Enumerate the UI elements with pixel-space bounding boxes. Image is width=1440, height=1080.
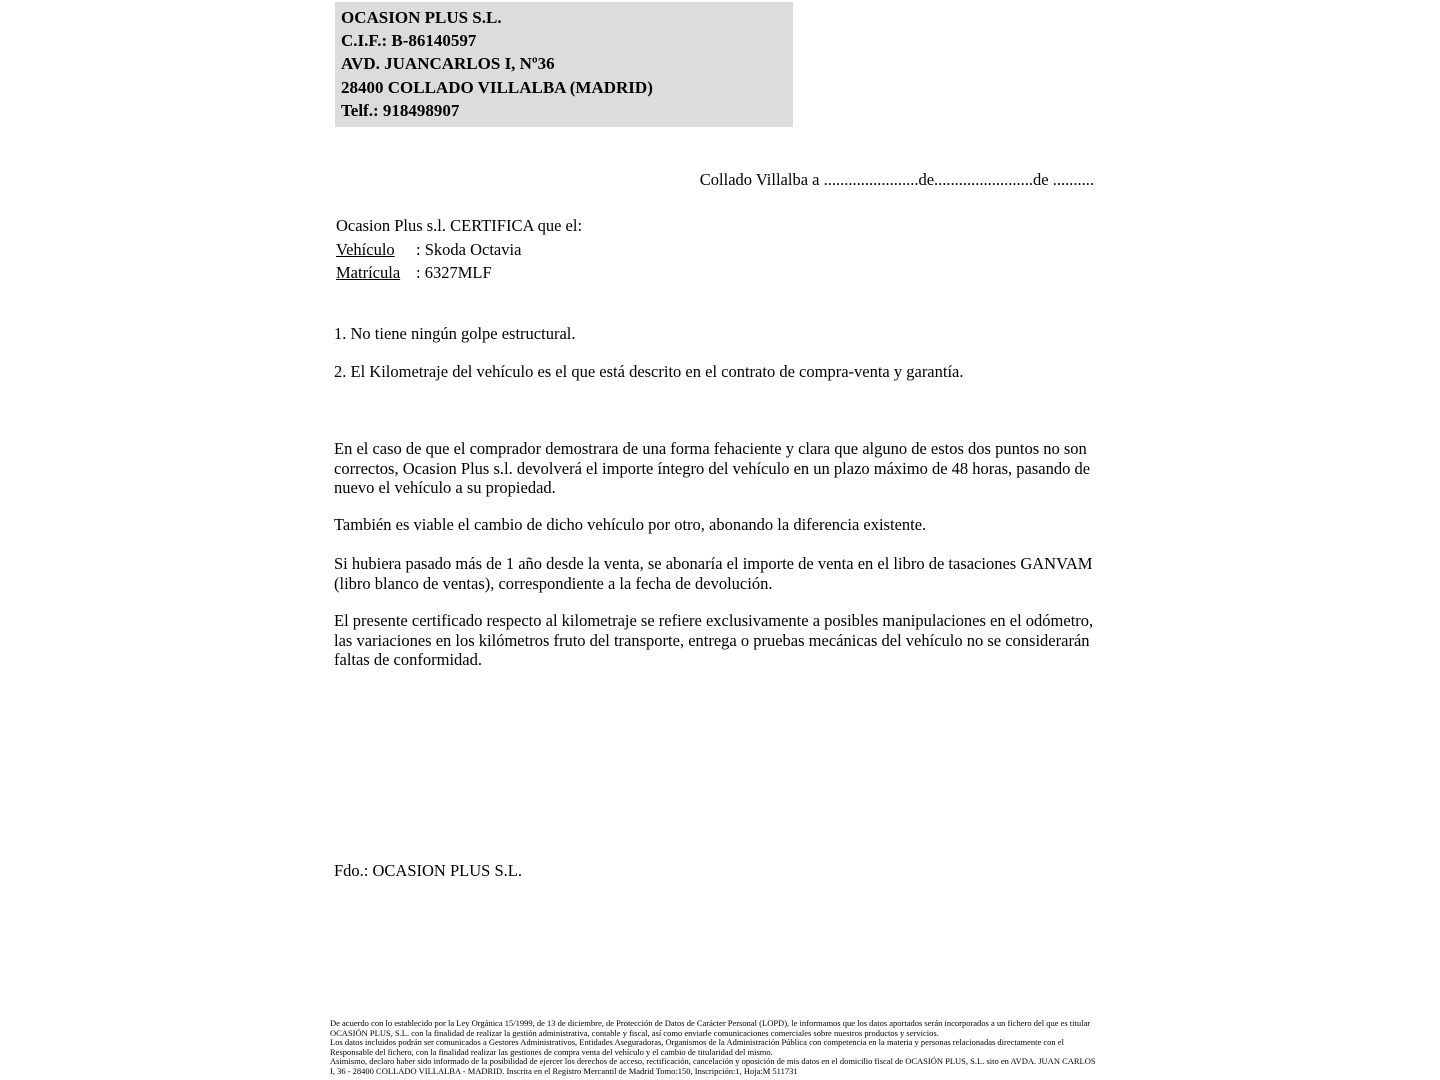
legal-paragraph-rights: Asimismo, declaro haber sido informado de la posibilidad de ejercer los derechos de acceso, rectificación, cancelación y oposición de mis datos en el domicilio fiscal de OCASIÓN PLUS, S.L. sito en AVDA. JUAN CARLOS I, 36 - 28400 COLLADO VILLALBA - MADRID. Inscrita en el Registro Mercantil de Madrid Tomo:150, Inscripción:1, Hoja:M 511731 [330,1056,1096,1076]
company-cif: C.I.F.: B-86140597 [341,31,477,51]
point-1: 1. No tiene ningún golpe estructural. [334,324,576,343]
certification-block [336,214,582,285]
paragraph-exchange: También es viable el cambio de dicho vehículo por otro, abonando la diferencia existente. [334,515,927,534]
legal-paragraph-data-sharing: Los datos incluidos podrán ser comunicados a Gestores Administrativos, Entidades Aseguradoras, Organismos de la Administración Pública con competencia en la materia y personas relacionadas directamente con el Responsable del fichero, con la finalidad realizar las gestiones de compra venta del vehículo y el cambio de titularidad del mismo. [330,1037,1064,1057]
paragraph-odometer: El presente certificado respecto al kilometraje se refiere exclusivamente a posibles manipulaciones en el odómetro, las variaciones en los kilómetros fruto del transporte, entrega o pruebas mecánicas del vehículo no se considerarán faltas de conformidad. [334,611,1094,669]
point-2: 2. El Kilometraje del vehículo es el que está descrito en el contrato de compra-venta y garantía. [334,362,964,381]
company-city: 28400 COLLADO VILLALBA (MADRID) [341,77,653,97]
company-address: AVD. JUANCARLOS I, Nº36 [341,54,555,74]
paragraph-refund: En el caso de que el comprador demostrara de una forma fehaciente y clara que alguno de estos dos puntos no son correctos, Ocasion Plus s.l. devolverá el importe íntegro del vehículo en un plazo máximo de 48 horas, pasando de nuevo el vehículo a su propiedad. [334,439,1091,497]
plate-label: Matrícula [336,263,401,282]
company-header-box [335,2,793,127]
vehicle-row [336,238,582,262]
signature-line: Fdo.: OCASION PLUS S.L. [334,861,522,880]
certification-intro: Ocasion Plus s.l. CERTIFICA que el: [336,216,583,235]
legal-paragraph-lopd: De acuerdo con lo establecido por la Ley Orgánica 15/1999, de 13 de diciembre, de Protección de Datos de Carácter Personal (LOPD), le informamos que los datos aportados serán incorporados a un fichero del que es titular OCASIÓN PLUS, S.L. con la finalidad de realizar la gestión administrativa, contable y fiscal, así como enviarle comunicaciones comerciales sobre nuestros productos y servicios. [330,1018,1091,1038]
vehicle-value: : Skoda Octavia [416,239,522,259]
plate-value: : 6327MLF [416,263,492,282]
company-name: OCASION PLUS S.L. [341,8,502,27]
plate-row [336,261,582,285]
paragraph-ganvam: Si hubiera pasado más de 1 año desde la venta, se abonaría el importe de venta en el libro de tasaciones GANVAM (libro blanco de ventas), correspondiente a la fecha de devolución. [334,554,1093,593]
date-line: Collado Villalba a .......................de........................de .......... [699,170,1094,189]
vehicle-label: Vehículo [336,239,395,259]
company-phone: Telf.: 918498907 [341,100,460,120]
legal-footnote [330,1019,1102,1077]
